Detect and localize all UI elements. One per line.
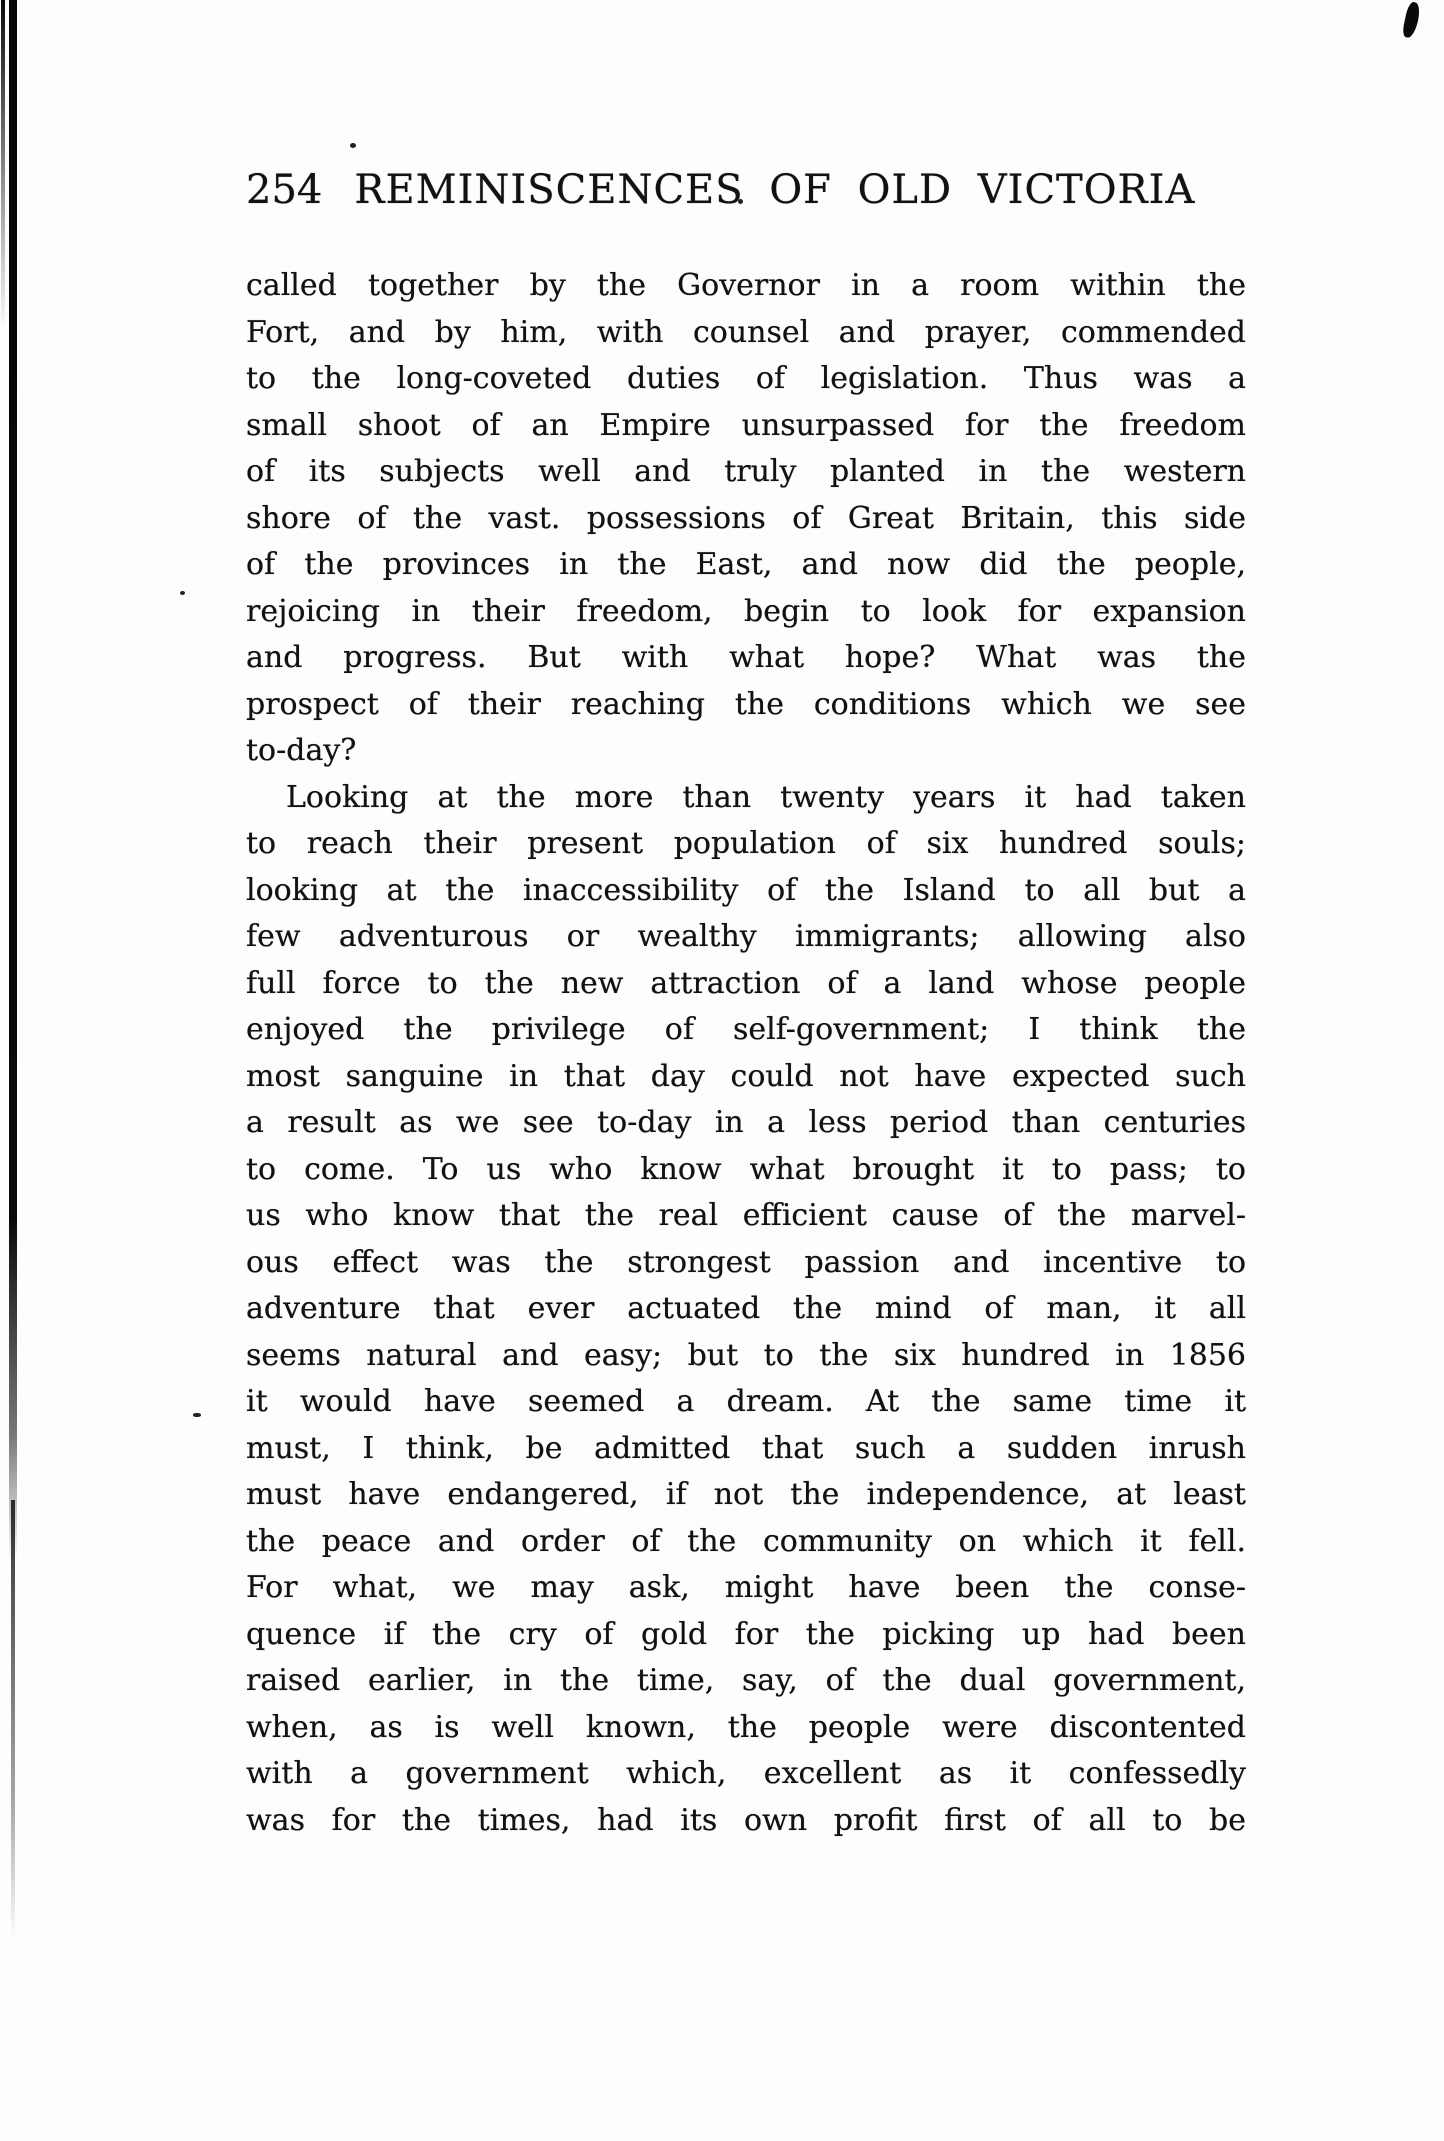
text-line: when, as is well known, the people were discontented <box>246 1709 1246 1745</box>
text-line: Fort, and by him, with counsel and prayer, commended <box>246 314 1246 350</box>
text-line: rejoicing in their freedom, begin to look for expansion <box>246 593 1246 629</box>
text-line: must have endangered, if not the independence, at least <box>246 1477 1246 1512</box>
text-line: shore of the vast. possessions of Great Britain, this side <box>246 500 1246 536</box>
text-line: small shoot of an Empire unsurpassed for the freedom <box>246 407 1246 443</box>
dust-speck <box>193 1413 201 1417</box>
text-line: was for the times, had its own profit first of all to be <box>246 1802 1246 1838</box>
page-number: 254 <box>246 167 323 213</box>
paragraph <box>246 775 1246 1845</box>
text-line: ous effect was the strongest passion and incentive to <box>246 1244 1246 1280</box>
text-line: quence if the cry of gold for the picking up had been <box>246 1616 1246 1652</box>
text-line: of its subjects well and truly planted in the western <box>246 454 1246 489</box>
gutter-scan-line-tail <box>11 1500 15 1940</box>
text-line: raised earlier, in the time, say, of the dual government, <box>246 1663 1246 1698</box>
gutter-scan-line <box>9 0 17 1560</box>
body-text <box>246 263 1246 1844</box>
text-line: most sanguine in that day could not have expected such <box>246 1058 1246 1094</box>
text-line: enjoyed the privilege of self-government; I think the <box>246 1012 1246 1047</box>
text-line: to the long-coveted duties of legislation. Thus was a <box>246 361 1246 396</box>
page-header <box>246 167 1196 213</box>
text-line: the peace and order of the community on which it fell. <box>246 1523 1246 1559</box>
text-line: it would have seemed a dream. At the same time it <box>246 1384 1246 1419</box>
text-line: Looking at the more than twenty years it had taken <box>286 779 1246 815</box>
ink-blot-mark <box>1401 1 1421 39</box>
text-line: seems natural and easy; but to the six hundred in 1856 <box>246 1337 1246 1373</box>
text-line: For what, we may ask, might have been the conse- <box>246 1570 1246 1605</box>
text-line: to reach their present population of six hundred souls; <box>246 826 1246 861</box>
dust-speck <box>180 591 185 595</box>
text-line: a result as we see to-day in a less period than centuries <box>246 1105 1246 1140</box>
text-line: to-day? <box>246 733 357 768</box>
text-line: and progress. But with what hope? What was the <box>246 640 1246 675</box>
text-line: prospect of their reaching the conditions which we see <box>246 686 1246 722</box>
text-line: adventure that ever actuated the mind of man, it all <box>246 1291 1246 1326</box>
text-line: with a government which, excellent as it confessedly <box>246 1756 1246 1791</box>
text-line: of the provinces in the East, and now did the people, <box>246 547 1246 582</box>
gutter-scan-line-secondary <box>1 0 5 330</box>
text-line: few adventurous or wealthy immigrants; allowing also <box>246 919 1246 954</box>
running-title: REMINISCENCES OF OLD VICTORIA <box>354 167 1196 213</box>
paragraph <box>246 263 1246 775</box>
text-line: to come. To us who know what brought it to pass; to <box>246 1151 1246 1187</box>
text-line: us who know that the real efficient cause of the marvel- <box>246 1198 1246 1233</box>
text-line: called together by the Governor in a room within the <box>246 268 1246 303</box>
text-line: looking at the inaccessibility of the Island to all but a <box>246 872 1246 908</box>
text-line: must, I think, be admitted that such a sudden inrush <box>246 1430 1246 1466</box>
dust-speck <box>350 143 356 148</box>
text-line: full force to the new attraction of a land whose people <box>246 965 1246 1001</box>
